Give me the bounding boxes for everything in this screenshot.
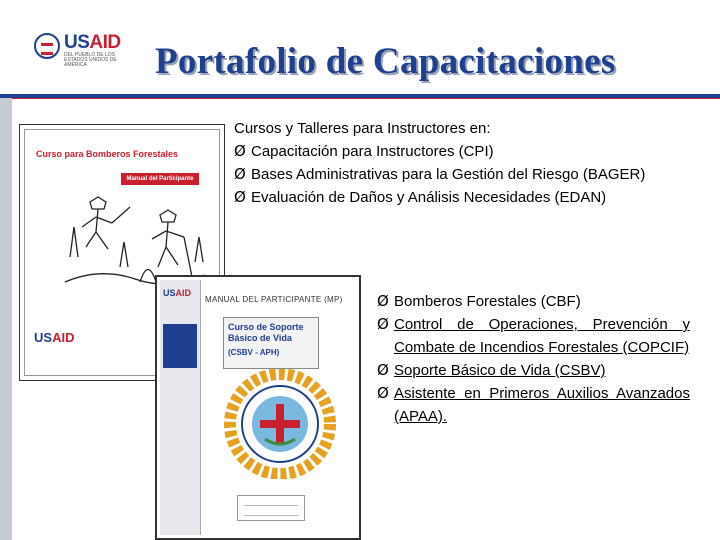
bullet-arrow-icon: Ø bbox=[234, 142, 246, 160]
usaid-logo bbox=[34, 32, 126, 66]
book2-side-box bbox=[163, 324, 197, 368]
bullet-arrow-icon: Ø bbox=[234, 165, 246, 183]
book2-title-card bbox=[223, 317, 319, 369]
book1-badge: Manual del Participante bbox=[121, 173, 199, 185]
bullet-arrow-icon: Ø bbox=[377, 315, 389, 333]
courses-list-section bbox=[377, 290, 690, 428]
list-item: Ø Evaluación de Daños y Análisis Necesidades (EDAN) bbox=[234, 186, 684, 209]
usaid-tagline: DEL PUEBLO DE LOS ESTADOS UNIDOS DE AMÉRICA bbox=[64, 52, 117, 68]
usaid-seal-icon bbox=[34, 33, 60, 59]
bullet-arrow-icon: Ø bbox=[377, 361, 389, 379]
bullet-arrow-icon: Ø bbox=[234, 188, 246, 206]
book2-side-panel bbox=[160, 280, 201, 535]
list-item: Ø Soporte Básico de Vida (CSBV) bbox=[377, 359, 690, 382]
list-item: Ø Capacitación para Instructores (CPI) bbox=[234, 140, 684, 163]
page-title: Portafolio de Capacitaciones bbox=[155, 41, 616, 82]
list-item: Ø Bases Administrativas para la Gestión del Riesgo (BAGER) bbox=[234, 163, 684, 186]
book1-title: Curso para Bomberos Forestales bbox=[36, 149, 179, 159]
book2-card-title: Curso de Soporte Básico de Vida bbox=[228, 322, 304, 343]
book2-name-form bbox=[237, 495, 305, 521]
instructor-courses-intro: Cursos y Talleres para Instructores en: bbox=[234, 120, 491, 137]
soporte-basico-manual-cover bbox=[155, 275, 361, 540]
life-support-emblem-icon bbox=[215, 369, 345, 479]
list-item: Ø Asistente en Primeros Auxilios Avanzados (APAA). bbox=[377, 382, 690, 428]
book1-usaid-logo: USAID bbox=[34, 330, 75, 345]
book2-card-subtitle: (CSBV - APH) bbox=[228, 348, 280, 357]
book2-header: MANUAL DEL PARTICIPANTE (MP) bbox=[205, 295, 343, 304]
list-item: Ø Bomberos Forestales (CBF) bbox=[377, 290, 690, 313]
usaid-wordmark: USAID bbox=[64, 32, 121, 53]
book2-usaid-logo: USAID bbox=[163, 288, 192, 298]
header-accent-line bbox=[12, 98, 720, 99]
bullet-arrow-icon: Ø bbox=[377, 384, 389, 402]
list-item: Ø Control de Operaciones, Prevención y Combate de Incendios Forestales (COPCIF) bbox=[377, 313, 690, 359]
left-accent-bar bbox=[0, 98, 12, 540]
bullet-arrow-icon: Ø bbox=[377, 292, 389, 310]
instructor-courses-section bbox=[234, 117, 684, 209]
